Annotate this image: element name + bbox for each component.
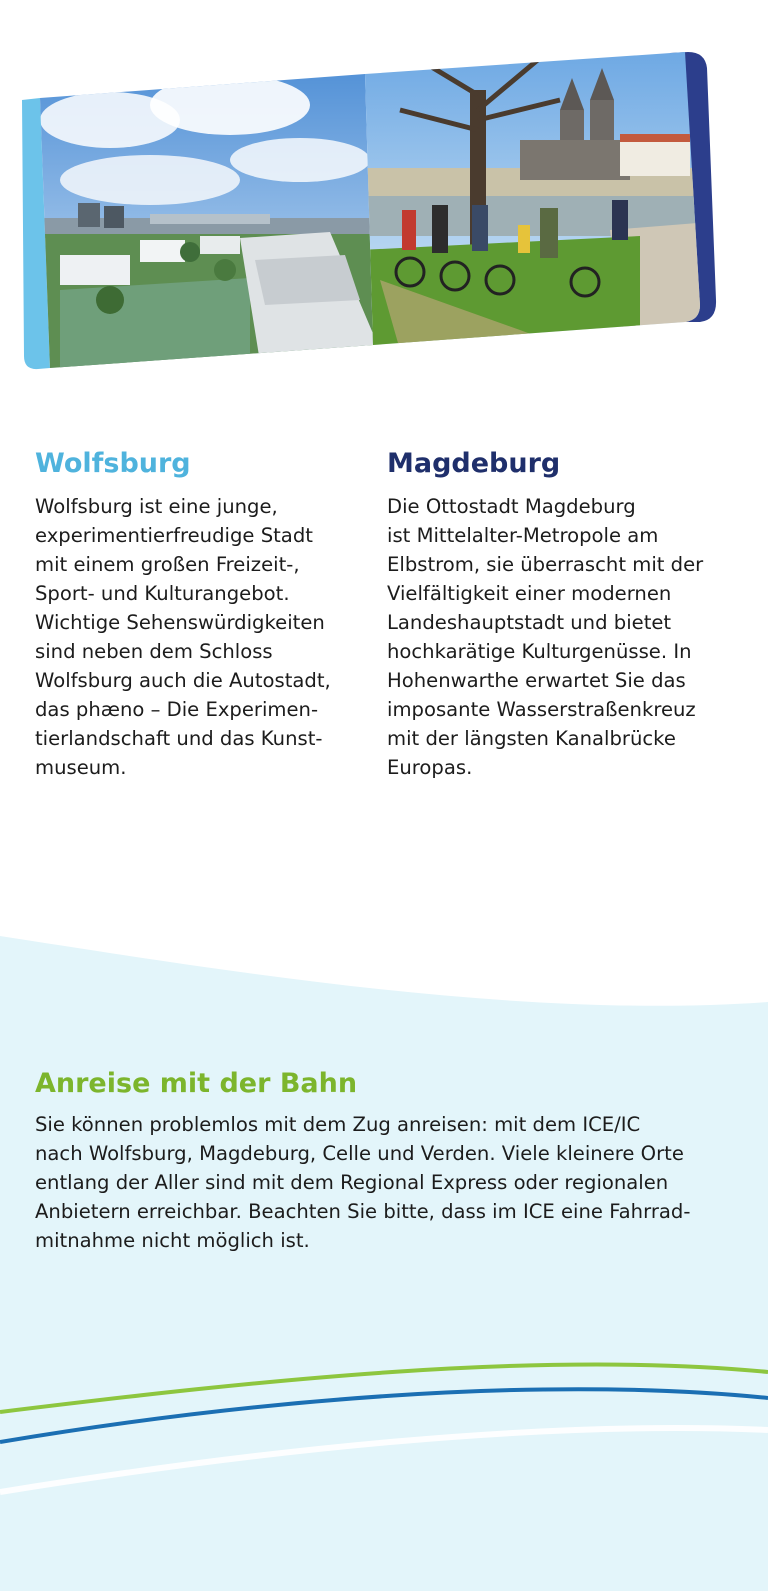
wolfsburg-line: Wolfsburg auch die Autostadt, (35, 669, 331, 692)
magdeburg-heading: Magdeburg (387, 448, 561, 479)
rail-travel-line: entlang der Aller sind mit dem Regional Express oder regionalen (35, 1171, 669, 1194)
magdeburg-line: Elbstrom, sie überrascht mit der (387, 553, 704, 576)
magdeburg-line: Hohenwarthe erwartet Sie das (387, 669, 686, 692)
rail-travel-heading: Anreise mit der Bahn (35, 1068, 358, 1099)
rail-travel-section (35, 1066, 735, 1255)
rail-travel-line: Sie können problemlos mit dem Zug anreisen: mit dem ICE/IC (35, 1113, 641, 1136)
wolfsburg-line: mit einem großen Freizeit-, (35, 553, 300, 576)
magdeburg-line: Europas. (387, 756, 473, 779)
magdeburg-section (387, 446, 717, 782)
rail-travel-line: mitnahme nicht möglich ist. (35, 1229, 310, 1252)
rail-travel-text (35, 1110, 735, 1255)
rail-travel-line: Anbietern erreichbar. Beachten Sie bitte, dass im ICE eine Fahrrad- (35, 1200, 691, 1223)
wolfsburg-line: museum. (35, 756, 127, 779)
magdeburg-line: hochkarätige Kulturgenüsse. In (387, 640, 692, 663)
wave-fill (0, 936, 768, 1591)
magdeburg-line: Die Ottostadt Magdeburg (387, 495, 636, 518)
wolfsburg-line: experimentierfreudige Stadt (35, 524, 313, 547)
wolfsburg-section (35, 446, 365, 782)
magdeburg-line: ist Mittelalter-Metropole am (387, 524, 659, 547)
magdeburg-line: Landeshauptstadt und bietet (387, 611, 672, 634)
wolfsburg-line: Wolfsburg ist eine junge, (35, 495, 278, 518)
wolfsburg-line: Wichtige Sehenswürdigkeiten (35, 611, 325, 634)
wolfsburg-heading: Wolfsburg (35, 448, 191, 479)
wolfsburg-line: das phæno – Die Experimen- (35, 698, 319, 721)
wolfsburg-line: sind neben dem Schloss (35, 640, 273, 663)
wolfsburg-text (35, 492, 365, 782)
magdeburg-line: Vielfältigkeit einer modernen (387, 582, 672, 605)
magdeburg-line: mit der längsten Kanalbrücke (387, 727, 676, 750)
magdeburg-text (387, 492, 717, 782)
wolfsburg-photo (30, 60, 380, 380)
wolfsburg-line: tierlandschaft und das Kunst- (35, 727, 323, 750)
magdeburg-line: imposante Wasserstraßenkreuz (387, 698, 696, 721)
rail-travel-line: nach Wolfsburg, Magdeburg, Celle und Verden. Viele kleinere Orte (35, 1142, 684, 1165)
magdeburg-photo (360, 40, 710, 350)
photo-strip (0, 0, 768, 400)
wolfsburg-line: Sport- und Kulturangebot. (35, 582, 290, 605)
wave-background (0, 930, 768, 1591)
